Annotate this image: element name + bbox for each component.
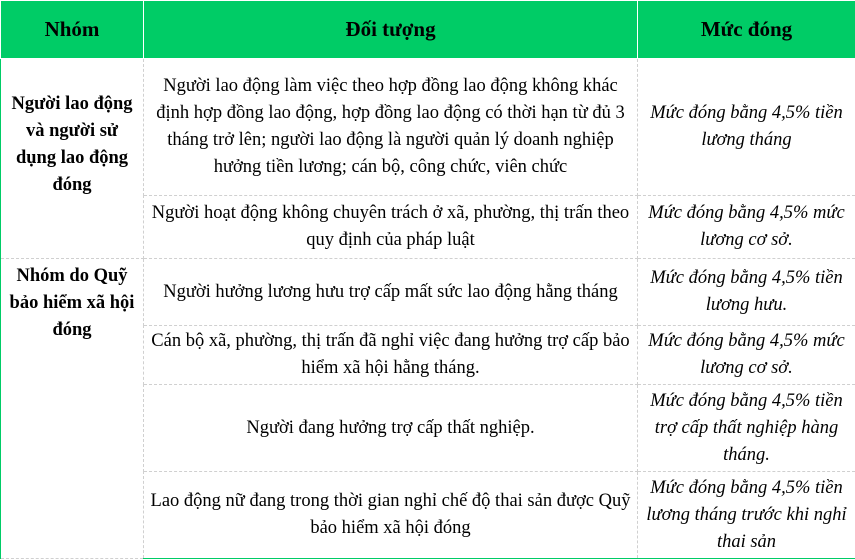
subject-cell: Người hoạt động không chuyên trách ở xã, phường, thị trấn theo quy định của pháp luật bbox=[144, 196, 638, 259]
table-row bbox=[1, 59, 855, 196]
header-subject: Đối tượng bbox=[144, 1, 638, 59]
table-row bbox=[1, 259, 855, 326]
subject-cell: Người lao động làm việc theo hợp đồng lao động không khác định hợp đồng lao động, hợp đồng lao động có thời hạn từ đủ 3 tháng trở lên; người lao động là người quản lý doanh nghiệp hưởng tiền lương; cán bộ, công chức, viên chức bbox=[144, 59, 638, 196]
group-employer-employee: Người lao động và người sử dụng lao động đóng bbox=[1, 59, 144, 259]
amount-cell: Mức đóng bằng 4,5% tiền lương tháng trước khi nghỉ thai sản bbox=[638, 472, 855, 559]
header-row bbox=[1, 1, 855, 59]
amount-cell: Mức đóng bằng 4,5% tiền lương hưu. bbox=[638, 259, 855, 326]
header-group: Nhóm bbox=[1, 1, 144, 59]
subject-cell: Người đang hưởng trợ cấp thất nghiệp. bbox=[144, 385, 638, 472]
subject-cell: Cán bộ xã, phường, thị trấn đã nghỉ việc đang hưởng trợ cấp bảo hiểm xã hội hằng tháng. bbox=[144, 326, 638, 385]
subject-cell: Người hưởng lương hưu trợ cấp mất sức lao động hằng tháng bbox=[144, 259, 638, 326]
amount-cell: Mức đóng bằng 4,5% tiền trợ cấp thất nghiệp hàng tháng. bbox=[638, 385, 855, 472]
header-amount: Mức đóng bbox=[638, 1, 855, 59]
amount-cell: Mức đóng bằng 4,5% mức lương cơ sở. bbox=[638, 326, 855, 385]
amount-cell: Mức đóng bằng 4,5% mức lương cơ sở. bbox=[638, 196, 855, 259]
group-social-insurance-fund: Nhóm do Quỹ bảo hiểm xã hội đóng bbox=[1, 259, 144, 559]
amount-cell: Mức đóng bằng 4,5% tiền lương tháng bbox=[638, 59, 855, 196]
subject-cell: Lao động nữ đang trong thời gian nghỉ chế độ thai sản được Quỹ bảo hiểm xã hội đóng bbox=[144, 472, 638, 559]
